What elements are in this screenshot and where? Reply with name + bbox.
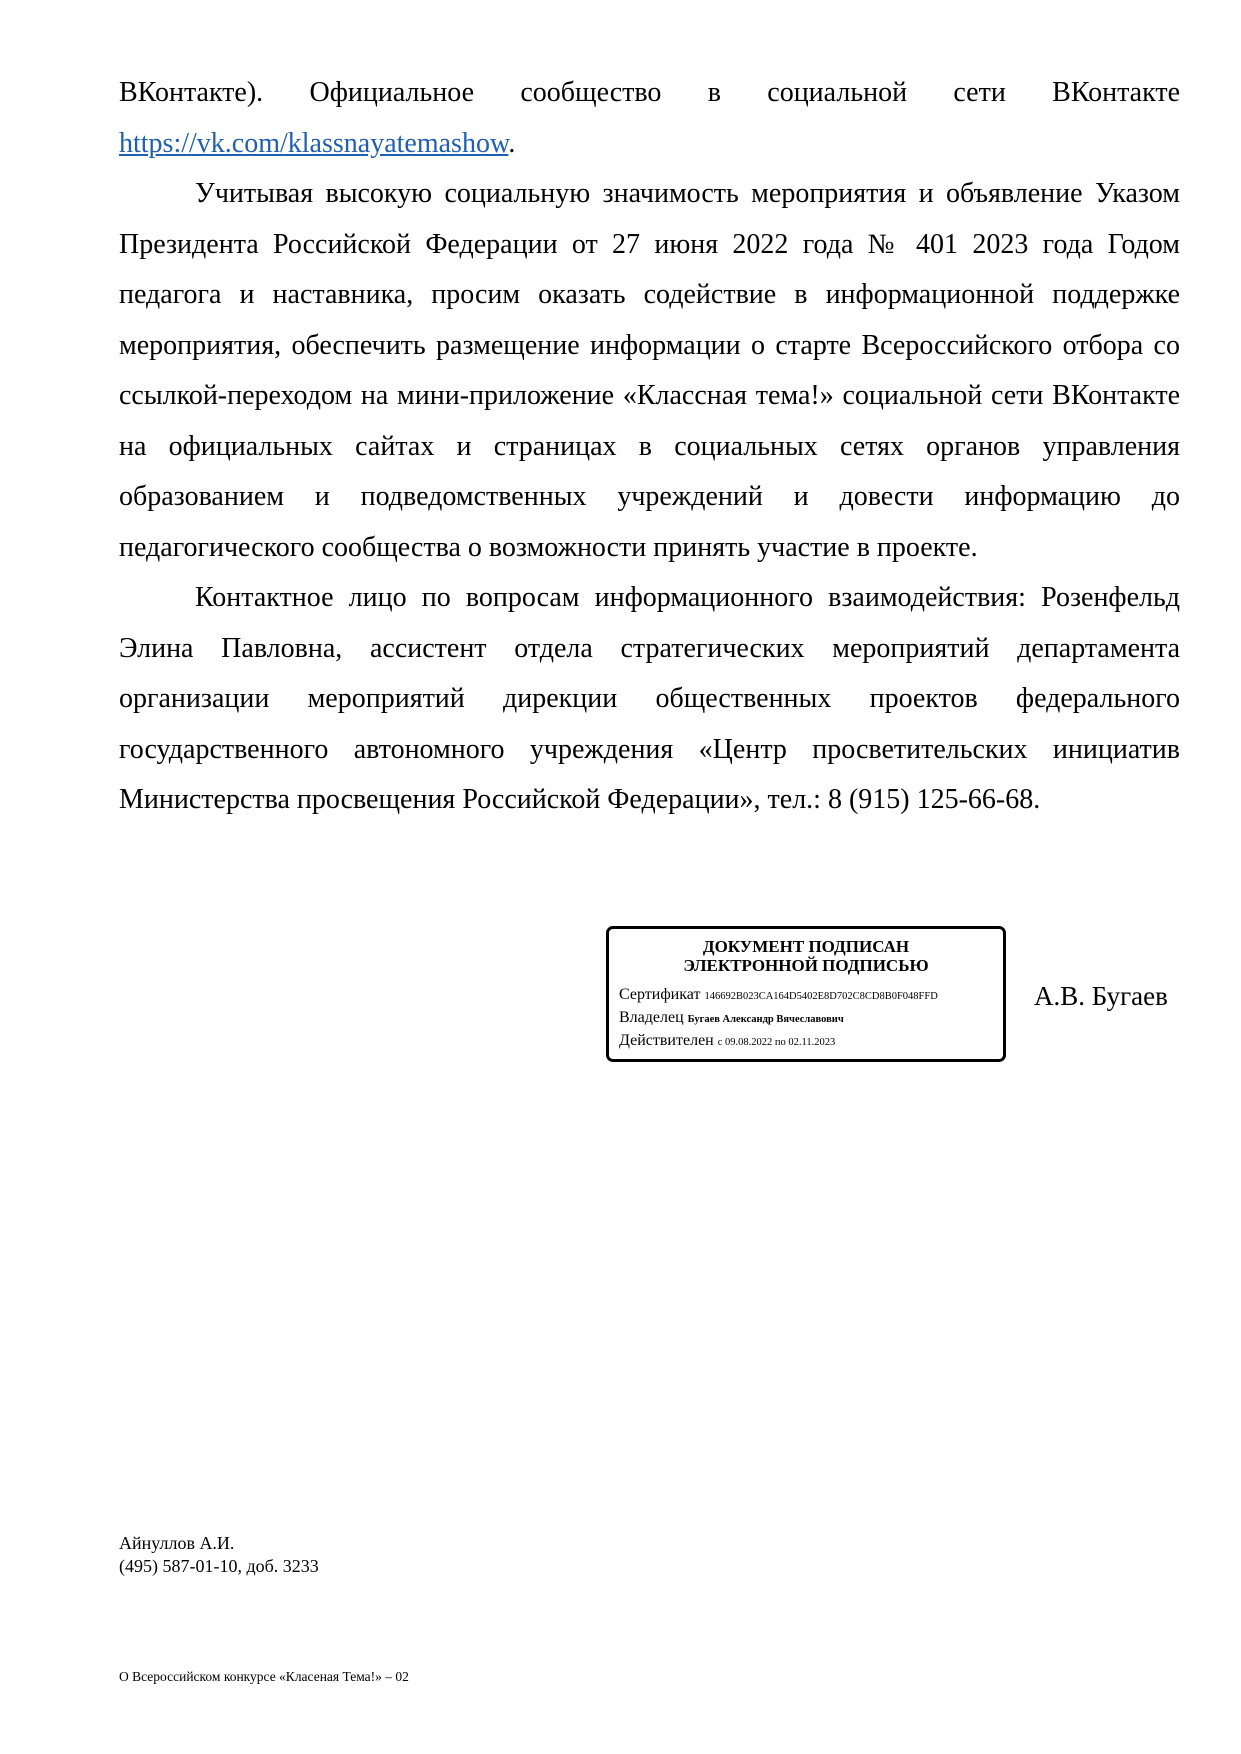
- stamp-validity-value: с 09.08.2022 по 02.11.2023: [717, 1037, 836, 1048]
- executor-phone: (495) 587-01-10, доб. 3233: [119, 1556, 319, 1576]
- paragraph-contact-person: Контактное лицо по вопросам информационного взаимодействия: Розенфельд Элина Павловна, ассистент отдела стратегических мероприятий департамента организации мероприятий дирекции общественных проектов федерального государственного автономного учреждения «Центр просветительских инициатив Министерства просвещения Российской Федерации», тел.: 8 (915) 125-66-68.: [119, 582, 1180, 815]
- paragraph-social-community-end: .: [508, 127, 516, 159]
- stamp-validity-row: [619, 1030, 993, 1053]
- stamp-validity-label: Действителен: [619, 1032, 714, 1049]
- stamp-certificate-row: [619, 984, 993, 1007]
- stamp-owner-label: Владелец: [619, 1009, 684, 1026]
- signer-name: А.В. Бугаев: [1034, 981, 1168, 1011]
- paragraph-request: Учитывая высокую социальную значимость мероприятия и объявление Указом Президента Российской Федерации от 27 июня 2022 года № 401 2023 года Годом педагога и наставника, просим оказать содействие в информационной поддержке мероприятия, обеспечить размещение информации о старте Всероссийского отбора со ссылкой-переходом на мини-приложение «Классная тема!» социальной сети ВКонтакте на официальных сайтах и страницах в социальных сетях органов управления образованием и подведомственных учреждений и довести информацию до педагогического сообщества о возможности принять участие в проекте.: [119, 178, 1180, 563]
- paragraph-social-community: [119, 68, 1180, 169]
- stamp-owner-row: [619, 1007, 993, 1030]
- stamp-certificate-value: 146692B023CA164D5402E8D702C8CD8B0F048FFD: [704, 991, 938, 1002]
- paragraph-social-community-text: ВКонтакте). Официальное сообщество в социальной сети ВКонтакте: [119, 77, 1180, 108]
- letter-body: [119, 68, 1180, 826]
- executor-block: [119, 1532, 319, 1578]
- document-footer: О Всероссийском конкурсе «Класеная Тема!» – 02: [119, 1669, 409, 1684]
- vk-community-link[interactable]: https://vk.com/klassnayatemashow: [119, 127, 509, 159]
- executor-name: Айнуллов А.И.: [119, 1533, 235, 1553]
- stamp-certificate-label: Сертификат: [619, 986, 701, 1003]
- stamp-title-line-1: ДОКУМЕНТ ПОДПИСАН: [702, 937, 910, 956]
- stamp-title-line-2: ЭЛЕКТРОННОЙ ПОДПИСЬЮ: [683, 956, 929, 975]
- electronic-signature-stamp: [606, 926, 1006, 1062]
- stamp-owner-value: Бугаев Александр Вячеславович: [687, 1014, 844, 1025]
